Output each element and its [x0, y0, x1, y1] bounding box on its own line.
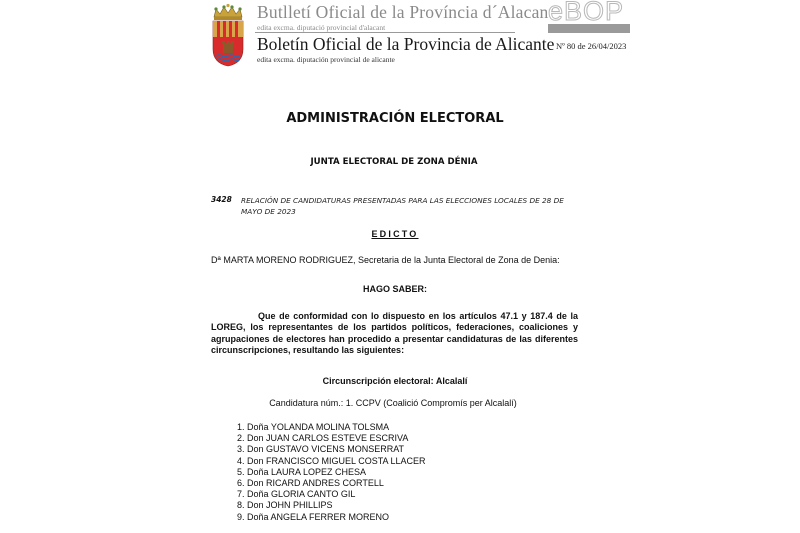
- coat-of-arms-crest-icon: [211, 3, 245, 67]
- header-title-valencian: Butlletí Oficial de la Província d´Alacant: [257, 2, 554, 22]
- header-subtitle-spanish: edita excma. diputación provincial de alicante: [257, 55, 395, 64]
- header-subtitle-valencian: edita excma. diputació provincial d'alacant: [257, 23, 386, 32]
- constituency-heading: Circunscripción electoral: Alcalalí: [322, 376, 468, 386]
- candidacy-heading: Candidatura núm.: 1. CCPV (Coalició Compromís per Alcalalí): [269, 398, 517, 408]
- section-title: ADMINISTRACIÓN ELECTORAL: [286, 111, 504, 126]
- list-item: 7. Doña GLORIA CANTO GIL: [237, 489, 356, 500]
- body-paragraph: Que de conformidad con lo dispuesto en los artículos 47.1 y 187.4 de la LOREG, los representantes de los partidos políticos, federaciones, coaliciones y agrupaciones de electores han procedido a presentar candidaturas de las diferentes circunscripciones, resultando las siguientes:: [211, 311, 578, 355]
- ebop-logo: eBOP: [548, 0, 625, 26]
- list-item: 8. Don JOHN PHILLIPS: [237, 500, 333, 511]
- issue-number-date: Nº 80 de 26/04/2023: [556, 41, 627, 51]
- announcement-title: RELACIÓN DE CANDIDATURAS PRESENTADAS PARA LAS ELECCIONES LOCALES DE 28 DE MAYO DE 2023: [241, 196, 564, 216]
- header-divider: [255, 32, 515, 33]
- candidate-list: [237, 422, 426, 523]
- list-item: 9. Doña ANGELA FERRER MORENO: [237, 511, 390, 522]
- header-title-spanish: Boletín Oficial de la Provincia de Alicante: [257, 34, 555, 54]
- list-item: 5. Doña LAURA LOPEZ CHESA: [237, 466, 367, 477]
- issuing-body: JUNTA ELECTORAL DE ZONA DÉNIA: [310, 157, 478, 167]
- list-item: 3. Don GUSTAVO VICENS MONSERRAT: [237, 444, 405, 455]
- secretary-line: Dª MARTA MORENO RODRIGUEZ, Secretaria de la Junta Electoral de Zona de Denia:: [211, 255, 560, 265]
- list-item: 2. Don JUAN CARLOS ESTEVE ESCRIVA: [237, 433, 409, 444]
- list-item: 4. Don FRANCISCO MIGUEL COSTA LLACER: [237, 455, 426, 466]
- list-item: 1. Doña YOLANDA MOLINA TOLSMA: [237, 422, 390, 432]
- list-item: 6. Don RICARD ANDRES CORTELL: [237, 478, 384, 489]
- announcement-number: 3428: [211, 195, 232, 204]
- hago-saber-heading: HAGO SABER:: [362, 284, 427, 294]
- edict-heading: EDICTO: [371, 229, 419, 239]
